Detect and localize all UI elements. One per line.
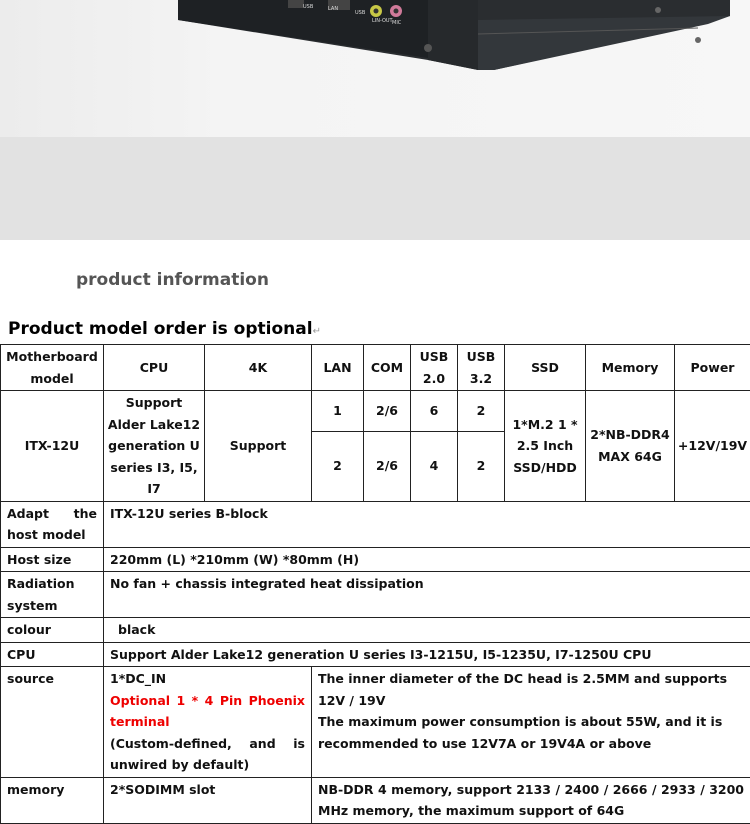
memory-row <box>1 777 750 823</box>
header-ssd: SSD <box>505 345 586 391</box>
model-name: ITX-12U <box>1 391 104 502</box>
header-memory: Memory <box>586 345 675 391</box>
product-hero-image <box>0 0 750 240</box>
header-motherboard: Motherboard model <box>1 345 104 391</box>
model-cpu: Support Alder Lake12 generation U series I3, I5, I7 <box>104 391 205 502</box>
radiation-row <box>1 572 750 618</box>
adapt-row <box>1 501 750 547</box>
variant-2-usb32: 2 <box>458 431 505 501</box>
adapt-value: ITX-12U series B-block <box>104 501 750 547</box>
host-size-label: Host size <box>1 547 104 572</box>
source-dc-in: 1*DC_IN <box>110 668 305 690</box>
model-power: +12V/19V <box>675 391 750 502</box>
cpu-row <box>1 642 750 667</box>
section-title: product information <box>76 270 269 290</box>
variant-2-usb20: 4 <box>411 431 458 501</box>
header-row <box>1 345 750 391</box>
adapt-label-part-b: the <box>74 503 97 525</box>
header-power: Power <box>675 345 750 391</box>
header-com: COM <box>364 345 411 391</box>
port-label-usb: USB <box>303 4 313 10</box>
spec-table <box>0 344 750 824</box>
memory-slot: 2*SODIMM slot <box>104 777 312 823</box>
colour-label: colour <box>1 618 104 643</box>
header-cpu: CPU <box>104 345 205 391</box>
hero-band <box>0 137 750 240</box>
port-label-mic: MIC <box>392 20 401 26</box>
colour-value: black <box>104 618 750 643</box>
source-note: (Custom-defined, and is unwired by default) <box>110 733 305 776</box>
host-size-row <box>1 547 750 572</box>
variant-1-usb20: 6 <box>411 391 458 432</box>
header-4k: 4K <box>205 345 312 391</box>
model-4k: Support <box>205 391 312 502</box>
radiation-label: Radiation system <box>1 572 104 618</box>
source-connectors <box>104 667 312 778</box>
mini-pc-device-image <box>178 0 730 70</box>
source-desc-1: The inner diameter of the DC head is 2.5MM and supports 12V / 19V <box>318 668 744 711</box>
source-phoenix-terminal: Optional 1 * 4 Pin Phoenix terminal <box>110 690 305 733</box>
model-row-1 <box>1 391 750 432</box>
adapt-label-part-c: host model <box>7 527 86 542</box>
port-label-usb-2: USB <box>355 10 365 16</box>
order-title-text: Product model order is optional <box>8 319 313 339</box>
header-usb32: USB 3.2 <box>458 345 505 391</box>
radiation-value: No fan + chassis integrated heat dissipation <box>104 572 750 618</box>
source-row <box>1 667 750 778</box>
source-desc-2: The maximum power consumption is about 55W, and it is recommended to use 12V7A or 19V4A or above <box>318 711 744 754</box>
port-label-lan: LAN <box>328 6 338 12</box>
port-label-line-out: LIN-OUT <box>372 18 393 24</box>
cpu-label: CPU <box>1 642 104 667</box>
source-label: source <box>1 667 104 778</box>
colour-row <box>1 618 750 643</box>
host-size-value: 220mm (L) *210mm (W) *80mm (H) <box>104 547 750 572</box>
header-usb20: USB 2.0 <box>411 345 458 391</box>
adapt-label-part-a: Adapt <box>7 503 49 525</box>
variant-1-lan: 1 <box>312 391 364 432</box>
model-ssd: 1*M.2 1 * 2.5 Inch SSD/HDD <box>505 391 586 502</box>
model-memory: 2*NB-DDR4 MAX 64G <box>586 391 675 502</box>
header-lan: LAN <box>312 345 364 391</box>
variant-1-com: 2/6 <box>364 391 411 432</box>
variant-1-usb32: 2 <box>458 391 505 432</box>
source-description <box>312 667 750 778</box>
memory-description: NB-DDR 4 memory, support 2133 / 2400 / 2666 / 2933 / 3200 MHz memory, the maximum support of 64G <box>312 777 750 823</box>
cpu-value: Support Alder Lake12 generation U series I3-1215U, I5-1235U, I7-1250U CPU <box>104 642 750 667</box>
return-mark: ↵ <box>313 326 321 337</box>
variant-2-lan: 2 <box>312 431 364 501</box>
adapt-label <box>1 501 104 547</box>
variant-2-com: 2/6 <box>364 431 411 501</box>
memory-label: memory <box>1 777 104 823</box>
order-title <box>8 319 321 339</box>
